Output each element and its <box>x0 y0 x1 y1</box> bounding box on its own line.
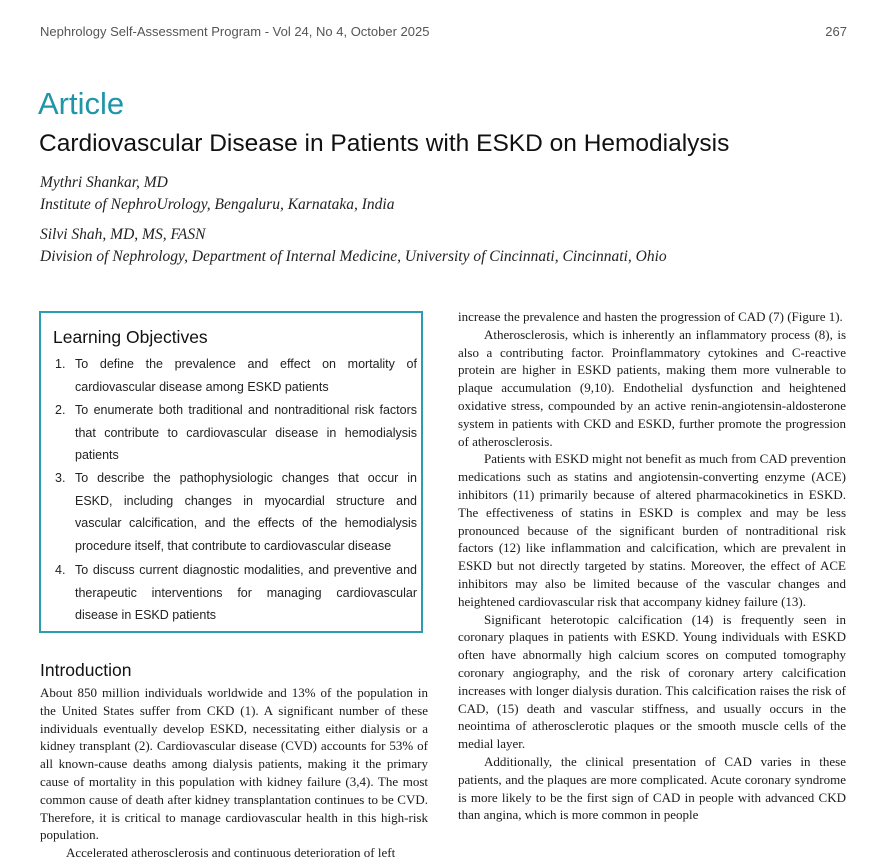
page-number: 267 <box>825 24 847 39</box>
learning-objectives-box <box>39 311 423 633</box>
article-title: Cardiovascular Disease in Patients with ESKD on Hemodialysis <box>39 130 730 157</box>
objective-number: 4. <box>55 563 66 577</box>
body-paragraph: Atherosclerosis, which is inherently an inflammatory process (8), is also a contributing factor. Proinflammatory cytokines and C-reactive protein are higher in ESKD patients, making them more vulnerable to plaque accumulation (9,10). Endothelial dysfunction and heightened oxidative stress, compounded by an active renin-angiotensin-aldosterone system in patients with CKD and ESKD, further promote the progression of atherosclerosis. <box>458 326 846 449</box>
author-name: Mythri Shankar, MD <box>40 174 168 191</box>
left-column-text <box>40 684 428 862</box>
objective-number: 3. <box>55 471 66 485</box>
objective-text: To enumerate both traditional and nontraditional risk factors that contribute to cardiovascular disease in hemodialysis patients <box>75 403 417 462</box>
author-affiliation: Division of Nephrology, Department of Internal Medicine, University of Cincinnati, Cincinnati, Ohio <box>40 248 667 265</box>
author-name: Silvi Shah, MD, MS, FASN <box>40 226 206 243</box>
running-header <box>40 24 847 39</box>
body-paragraph: Accelerated atherosclerosis and continuous deterioration of left <box>66 845 396 861</box>
learning-objective-item <box>55 399 417 467</box>
objective-text: To define the prevalence and effect on mortality of cardiovascular disease among ESKD patients <box>75 357 417 394</box>
author-affiliation: Institute of NephroUrology, Bengaluru, Karnataka, India <box>40 196 395 213</box>
body-paragraph: Significant heterotopic calcification (14) is frequently seen in coronary plaques in patients with ESKD. Young individuals with ESKD often have abnormally high calcium scores on computed tomography coronary angiography, and the risk of coronary artery calcification increases with longer dialysis duration. This calcification raises the risk of CAD, (15) death and vascular stiffness, and usually occurs in the neointima of atherosclerotic plaques or the smooth muscle cells of the medial layer. <box>458 611 846 752</box>
right-column-text <box>458 308 846 824</box>
body-paragraph: Patients with ESKD might not benefit as much from CAD prevention medications such as statins and angiotensin-converting enzyme (ACE) inhibitors (11) primarily because of altered pharmacokinetics in ESKD. The effectiveness of statins in ESKD is complex and may be less pronounced because of the significant burden of nontraditional risk factors (12) like inflammation and calcification, which are prevalent in ESKD but not directly targeted by statins. Moreover, the effect of ACE inhibitors may also be limited because of the vascular changes and heightened cardiovascular risk that accompany kidney failure (13). <box>458 451 846 609</box>
learning-objective-item <box>55 559 417 627</box>
introduction-heading: Introduction <box>40 660 132 680</box>
body-paragraph: Additionally, the clinical presentation of CAD varies in these patients, and the plaques are more complicated. Acute coronary syndrome is more likely to be the first sign of CAD in people with advanced CKD than angina, which is more common in people <box>458 753 846 823</box>
objective-text: To describe the pathophysiologic changes that occur in ESKD, including changes in myocardial structure and vascular calcification, and the effects of the hemodialysis procedure itself, that contribute to cardiovascular disease <box>75 471 417 553</box>
objective-number: 1. <box>55 357 66 371</box>
learning-objective-item <box>55 353 417 398</box>
learning-objective-item <box>55 467 417 557</box>
learning-objectives-title: Learning Objectives <box>53 327 208 347</box>
body-paragraph: increase the prevalence and hasten the progression of CAD (7) (Figure 1). <box>458 309 843 324</box>
journal-citation: Nephrology Self-Assessment Program - Vol 24, No 4, October 2025 <box>40 24 430 39</box>
objective-number: 2. <box>55 403 66 417</box>
objective-text: To discuss current diagnostic modalities, and preventive and therapeutic interventions for managing cardiovascular disease in ESKD patients <box>75 563 417 622</box>
body-paragraph: About 850 million individuals worldwide and 13% of the population in the United States suffer from CKD (1). A significant number of these individuals eventually develop ESKD, necessitating either dialysis or a kidney transplant (2). Cardiovascular disease (CVD) accounts for 53% of all known-cause deaths among dialysis patients, making it the primary cause of mortality in this population with kidney failure (3,4). The most common cause of death after kidney transplantation continues to be CVD. Therefore, it is critical to manage cardiovascular health in this high-risk population. <box>40 685 428 843</box>
article-type-label: Article <box>38 86 125 121</box>
